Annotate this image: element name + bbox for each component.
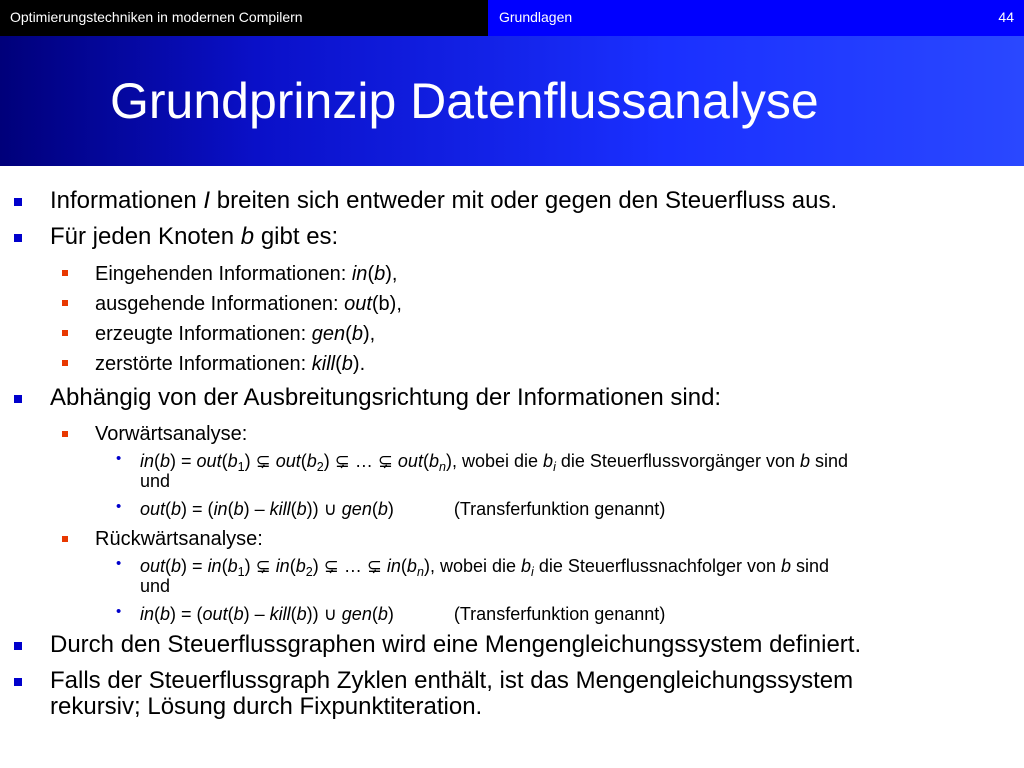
bullet-icon bbox=[14, 642, 22, 650]
bullet-icon bbox=[62, 536, 68, 542]
list-item: Abhängig von der Ausbreitungsrichtung der Informationen sind: bbox=[50, 384, 722, 411]
list-item-continuation: und bbox=[140, 471, 171, 491]
page-number: 44 bbox=[998, 9, 1014, 25]
bullet-icon: • bbox=[116, 498, 122, 515]
list-item: Für jeden Knoten b gibt es: bbox=[50, 223, 339, 250]
bullet-icon bbox=[14, 395, 22, 403]
bullet-icon bbox=[62, 300, 68, 306]
list-item: Eingehenden Informationen: in(b), bbox=[95, 263, 398, 285]
course-title: Optimierungstechniken in modernen Compilern bbox=[0, 0, 488, 36]
bullet-icon bbox=[62, 330, 68, 336]
bullet-icon bbox=[14, 678, 22, 686]
list-item: Vorwärtsanalyse: bbox=[95, 423, 248, 445]
list-item: ausgehende Informationen: out(b), bbox=[95, 293, 402, 315]
list-item: Rückwärtsanalyse: bbox=[95, 528, 263, 550]
list-item: zerstörte Informationen: kill(b). bbox=[95, 353, 366, 375]
section-title: Grundlagen bbox=[499, 9, 573, 25]
header-bar bbox=[0, 0, 1024, 36]
list-item: Falls der Steuerflussgraph Zyklen enthält, ist das Mengengleichungssystem bbox=[50, 667, 854, 694]
bullet-icon: • bbox=[116, 603, 122, 620]
slide-title: Grundprinzip Datenflussanalyse bbox=[110, 73, 819, 129]
header-section bbox=[488, 0, 1024, 36]
list-item: $in(b) = out(b_1)$ ⊊ $out(b_2)$ ⊊ … ⊊ $out(b_n)$, wobei die $b_i$ die Steuerflussvorgänger von b sind bbox=[140, 451, 849, 474]
list-item: Durch den Steuerflussgraphen wird eine Mengengleichungssystem definiert. bbox=[50, 631, 862, 658]
bullet-icon: • bbox=[116, 450, 122, 467]
bullet-icon bbox=[62, 431, 68, 437]
list-item-continuation: rekursiv; Lösung durch Fixpunktiteration. bbox=[50, 693, 483, 720]
bullet-icon bbox=[14, 198, 22, 206]
bullet-icon: • bbox=[116, 555, 122, 572]
list-item: Informationen I breiten sich entweder mit oder gegen den Steuerfluss aus. bbox=[50, 187, 838, 214]
list-item: erzeugte Informationen: gen(b), bbox=[95, 323, 376, 345]
bullet-icon bbox=[62, 360, 68, 366]
title-banner bbox=[0, 36, 1024, 166]
bullet-icon bbox=[14, 234, 22, 242]
list-item: in(b) = (out(b) – kill(b)) ∪ gen(b) (Transferfunktion genannt) bbox=[140, 604, 666, 624]
list-item: out(b) = (in(b) – kill(b)) ∪ gen(b) (Transferfunktion genannt) bbox=[140, 499, 666, 519]
list-item-continuation: und bbox=[140, 576, 171, 596]
bullet-icon bbox=[62, 270, 68, 276]
list-item: $out(b) = in(b_1)$ ⊊ $in(b_2)$ ⊊ … ⊊ $in(b_n)$, wobei die $b_i$ die Steuerflussnachfolger von b sind bbox=[140, 556, 830, 579]
